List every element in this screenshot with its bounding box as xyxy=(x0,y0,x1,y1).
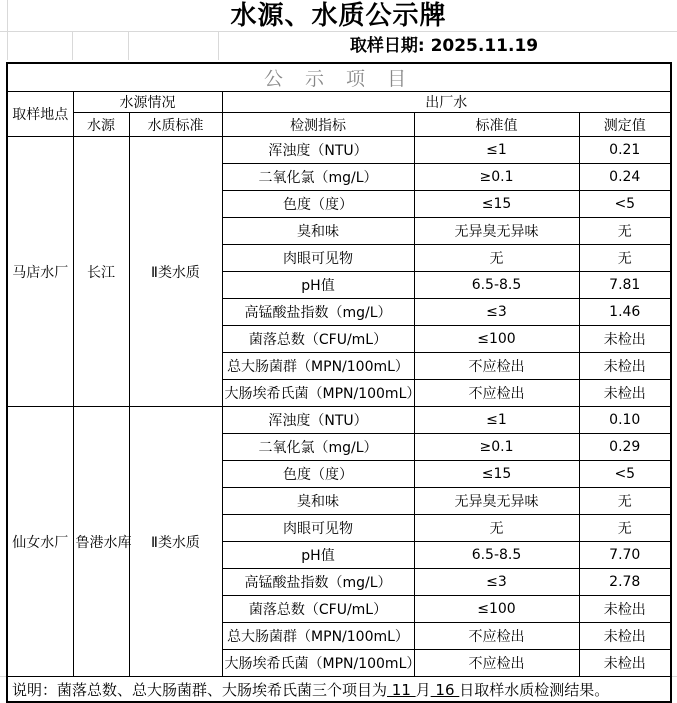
plant-location-cell: 马店水厂 xyxy=(7,137,73,407)
standard-value-cell: 无 xyxy=(414,245,579,272)
measured-value-cell: 无 xyxy=(579,218,671,245)
col-header-source-group: 水源情况 xyxy=(73,92,222,113)
standard-value-cell: ≤1 xyxy=(414,407,579,434)
measured-value-cell: 0.29 xyxy=(579,434,671,461)
indicator-cell: 肉眼可见物 xyxy=(222,245,414,272)
measured-value-cell: 0.10 xyxy=(579,407,671,434)
plant-quality-standard-cell: Ⅱ类水质 xyxy=(129,137,222,407)
header-rows xyxy=(7,63,671,137)
header-row-columns xyxy=(7,113,671,137)
indicator-cell: 色度（度） xyxy=(222,191,414,218)
sampling-date: 取样日期: 2025.11.19 xyxy=(349,36,539,56)
note-rows xyxy=(7,677,671,703)
plant-rows xyxy=(7,137,671,677)
standard-value-cell: 无异臭无异味 xyxy=(414,218,579,245)
standard-value-cell: ≤15 xyxy=(414,191,579,218)
measured-value-cell: 无 xyxy=(579,515,671,542)
background-gridline-vertical xyxy=(128,31,129,60)
measured-value-cell: 0.21 xyxy=(579,137,671,164)
indicator-cell: 菌落总数（CFU/mL） xyxy=(222,326,414,353)
col-header-indicator: 检测指标 xyxy=(222,113,414,137)
note-suffix: 日取样水质检测结果。 xyxy=(459,680,610,699)
standard-value-cell: 不应检出 xyxy=(414,623,579,650)
measured-value-cell: 未检出 xyxy=(579,650,671,677)
standard-value-cell: 无 xyxy=(414,515,579,542)
indicator-cell: 臭和味 xyxy=(222,218,414,245)
plant-source-cell: 鲁港水库 xyxy=(73,407,129,677)
note-row xyxy=(7,677,671,703)
note-month-unit: 月 xyxy=(415,680,431,699)
plant-location-cell: 仙女水厂 xyxy=(7,407,73,677)
note-month-value: 11 xyxy=(387,680,416,699)
standard-value-cell: 不应检出 xyxy=(414,650,579,677)
indicator-cell: 二氧化氯（mg/L） xyxy=(222,434,414,461)
col-header-standard-value: 标准值 xyxy=(414,113,579,137)
standard-value-cell: 6.5-8.5 xyxy=(414,272,579,299)
indicator-cell: 高锰酸盐指数（mg/L） xyxy=(222,569,414,596)
standard-value-cell: ≤15 xyxy=(414,461,579,488)
section-title-row xyxy=(7,63,671,92)
col-header-measured-value: 测定值 xyxy=(579,113,671,137)
background-gridline-horizontal xyxy=(0,31,677,32)
indicator-cell: 大肠埃希氏菌（MPN/100mL） xyxy=(222,380,414,407)
standard-value-cell: ≤3 xyxy=(414,569,579,596)
standard-value-cell: ≤1 xyxy=(414,137,579,164)
table-row xyxy=(7,407,671,434)
indicator-cell: pH值 xyxy=(222,542,414,569)
measured-value-cell: 未检出 xyxy=(579,353,671,380)
indicator-cell: 总大肠菌群（MPN/100mL） xyxy=(222,623,414,650)
note-prefix: 说明：菌落总数、总大肠菌群、大肠埃希氏菌三个项目为 xyxy=(12,680,388,699)
standard-value-cell: 不应检出 xyxy=(414,380,579,407)
background-gridline-vertical xyxy=(72,31,73,60)
measured-value-cell: 2.78 xyxy=(579,569,671,596)
standard-value-cell: ≥0.1 xyxy=(414,164,579,191)
header-row-groups xyxy=(7,92,671,113)
col-header-source: 水源 xyxy=(73,113,129,137)
note-day-value: 16 xyxy=(430,680,460,699)
measured-value-cell: 0.24 xyxy=(579,164,671,191)
col-header-quality-standard: 水质标准 xyxy=(129,113,222,137)
standard-value-cell: 无异臭无异味 xyxy=(414,488,579,515)
section-title: 公 示 项 目 xyxy=(7,63,671,92)
indicator-cell: 肉眼可见物 xyxy=(222,515,414,542)
standard-value-cell: 不应检出 xyxy=(414,353,579,380)
indicator-cell: 二氧化氯（mg/L） xyxy=(222,164,414,191)
indicator-cell: pH值 xyxy=(222,272,414,299)
indicator-cell: 色度（度） xyxy=(222,461,414,488)
indicator-cell: 浑浊度（NTU） xyxy=(222,407,414,434)
water-quality-table xyxy=(6,62,672,703)
measured-value-cell: 未检出 xyxy=(579,623,671,650)
table-row xyxy=(7,137,671,164)
measured-value-cell: 未检出 xyxy=(579,326,671,353)
plant-quality-standard-cell: Ⅱ类水质 xyxy=(129,407,222,677)
measured-value-cell: 无 xyxy=(579,488,671,515)
indicator-cell: 臭和味 xyxy=(222,488,414,515)
measured-value-cell: 未检出 xyxy=(579,596,671,623)
measured-value-cell: <5 xyxy=(579,461,671,488)
measured-value-cell: 1.46 xyxy=(579,299,671,326)
standard-value-cell: ≤100 xyxy=(414,326,579,353)
measured-value-cell: 7.70 xyxy=(579,542,671,569)
indicator-cell: 浑浊度（NTU） xyxy=(222,137,414,164)
indicator-cell: 菌落总数（CFU/mL） xyxy=(222,596,414,623)
indicator-cell: 大肠埃希氏菌（MPN/100mL） xyxy=(222,650,414,677)
standard-value-cell: ≥0.1 xyxy=(414,434,579,461)
measured-value-cell: 无 xyxy=(579,245,671,272)
plant-source-cell: 长江 xyxy=(73,137,129,407)
measured-value-cell: 7.81 xyxy=(579,272,671,299)
measured-value-cell: 未检出 xyxy=(579,380,671,407)
indicator-cell: 总大肠菌群（MPN/100mL） xyxy=(222,353,414,380)
col-header-outlet-group: 出厂水 xyxy=(222,92,671,113)
col-header-location: 取样地点 xyxy=(7,92,73,137)
measured-value-cell: <5 xyxy=(579,191,671,218)
standard-value-cell: ≤3 xyxy=(414,299,579,326)
note-cell xyxy=(7,677,671,703)
standard-value-cell: ≤100 xyxy=(414,596,579,623)
standard-value-cell: 6.5-8.5 xyxy=(414,542,579,569)
page-title: 水源、水质公示牌 xyxy=(230,1,447,31)
indicator-cell: 高锰酸盐指数（mg/L） xyxy=(222,299,414,326)
